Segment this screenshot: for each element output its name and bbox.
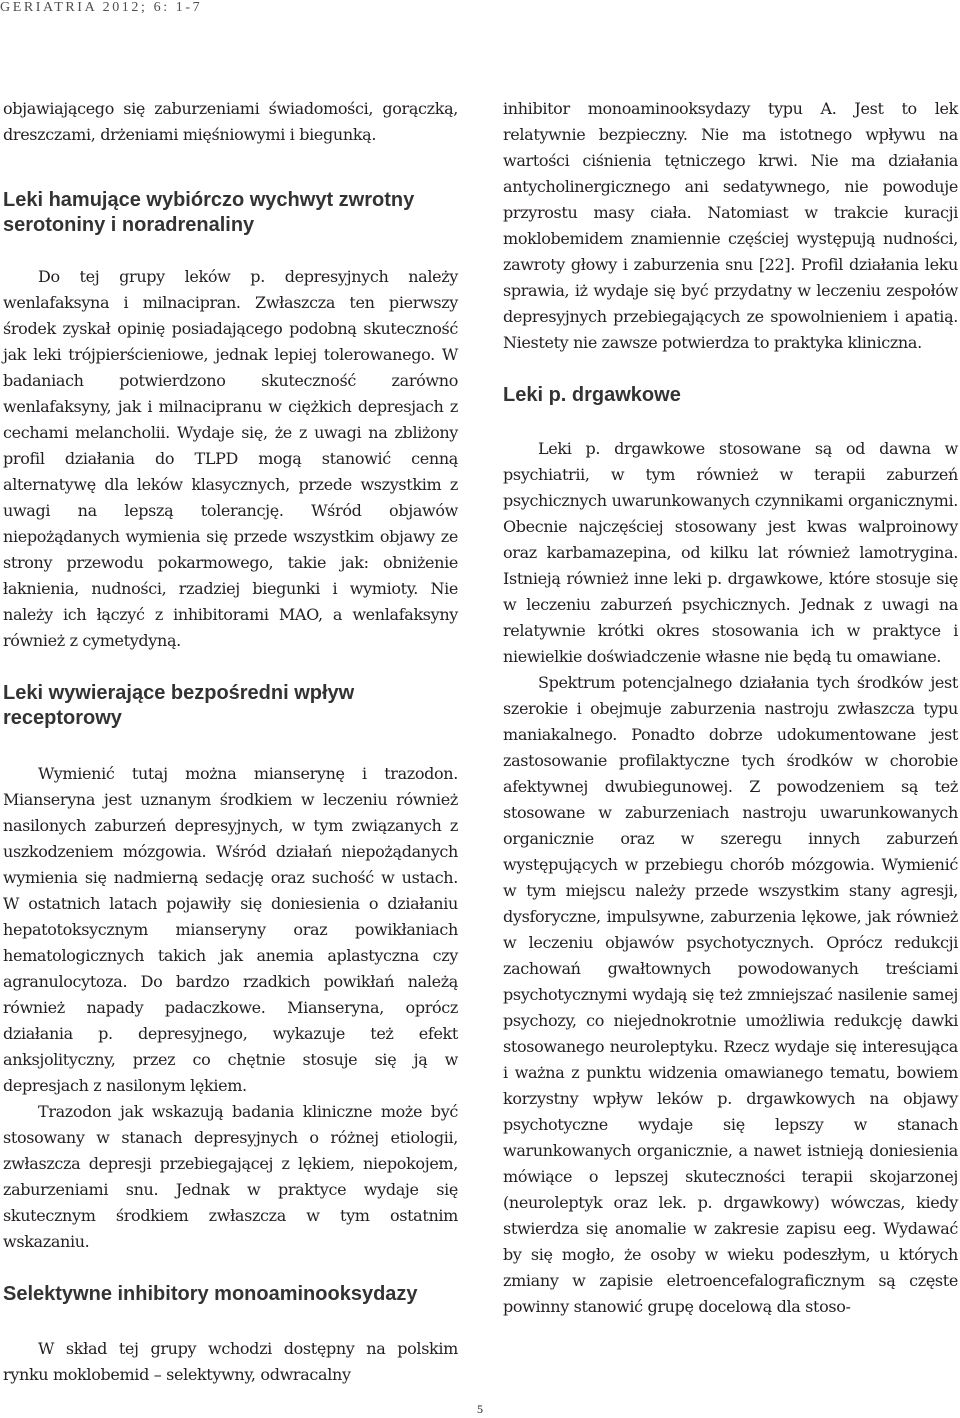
- paragraph-intro: objawiającego się zaburzeniami świadomości, gorączką, dreszczami, drżeniami mięśniowymi i biegunką.: [3, 99, 458, 144]
- paragraph-maoi-continued: inhibitor monoaminooksydazy typu A. Jest to lek relatywnie bezpieczny. Nie ma istotnego wpływu na wartości ciśnienia tętniczego krwi. Nie ma działania antycholinergicznego ani sedatywnego, nie powoduje przyrostu masy ciała. Natomiast w trakcie kuracji moklobemidem znamiennie częściej występują nudności, zawroty głowy i zaburzenia snu [22]. Profil działania leku sprawia, iż wydaje się być przydatny w leczeniu zespołów depresyjnych przebiegających ze spowolnieniem i apatią. Niestety nie zawsze potwierdza to praktyka kliniczna.: [503, 99, 958, 352]
- heading-snri: Leki hamujące wybiórczo wychwyt zwrotny serotoniny i noradrenaliny: [3, 189, 415, 236]
- running-head: GERIATRIA 2012; 6: 1-7: [0, 0, 203, 15]
- paragraph-antiepileptic-2: Spektrum potencjalnego działania tych środków jest szerokie i obejmuje zaburzenia nastroju zwłaszcza typu maniakalnego. Ponadto dobrze udokumentowane jest zastosowanie profilaktyczne tych środków w chorobie afektywnej dwubiegunowej. Z powodzeniem są też stosowane w zaburzeniach nastroju uwarunkowanych organicznie oraz w szeregu innych zaburzeń występujących w przebiegu chorób mózgowia. Wymienić w tym miejscu należy przede wszystkim stany agresji, dysforyczne, impulsywne, zaburzenia lękowe, jak również w leczeniu objawów psychotycznych. Oprócz redukcji zachowań gwałtownych powodowanych treściami psychotycznymi wydają się też zmniejszać nasilenie samej psychozy, co niejednokrotnie umożliwia redukcję dawki stosowanego neuroleptyku. Rzecz wydaje się interesująca i ważna z punktu widzenia omawianego tematu, bowiem korzystny wpływ leków p. drgawkowych na objawy psychotyczne wydaje się lepszy w stanach warunkowanych organicznie, a nawet istnieją doniesienia mówiące o lepszej skuteczności terapii skojarzonej (neuroleptyk oraz lek. p. drgawkowy) wówczas, kiedy stwierdza się anomalie w zakresie zapisu eeg. Wydawać by się mogło, że osoby w wieku podeszłym, u których zmiany w zapisie eletroencefalograficznym są częste powinny stanowić grupę docelową dla stoso-: [503, 673, 958, 1316]
- right-column: [503, 96, 958, 1320]
- paragraph-snri: Do tej grupy leków p. depresyjnych należy wenlafaksyna i milnacipran. Zwłaszcza ten pierwszy środek zyskał opinię posiadającego podobną skuteczność jak leki trójpierścieniowe, jednak lepiej tolerowanego. W badaniach potwierdzono skuteczność zarówno wenlafaksyny, jak i milnacipranu w ciężkich depresjach z cechami melancholii. Wydaje się, że z uwagi na zbliżony profil działania do TLPD mogą stanowić cenną alternatywę dla leków klasycznych, przede wszystkim z uwagi na lepszą tolerancję. Wśród objawów niepożądanych wymienia się przede wszystkim objawy ze strony przewodu pokarmowego, takie jak: obniżenie łaknienia, nudności, rzadziej biegunki i wymioty. Nie należy ich łączyć z inhibitorami MAO, a wenlafaksyny również z cymetydyną.: [3, 267, 458, 650]
- paragraph-mianserin: Wymienić tutaj można mianserynę i trazodon. Mianseryna jest uznanym środkiem w leczeniu również nasilonych zaburzeń depresyjnych, w tym związanych z uszkodzeniem mózgowia. Wśród działań niepożądanych wymienia się nadmierną sedację oraz suchość w ustach. W ostatnich latach pojawiły się doniesienia o działaniu hepatotoksycznym mianseryny oraz powikłaniach hematologicznych takich jak anemia aplastyczna czy agranulocytoza. Do bardzo rzadkich powikłań należą również napady padaczkowe. Mianseryna, oprócz działania p. depresyjnego, wykazuje też efekt anksjolityczny, przez co chętnie stosuje się ją w depresjach z nasilonym lękiem.: [3, 764, 458, 1095]
- heading-maoi: Selektywne inhibitory monoaminooksydazy: [3, 1283, 418, 1305]
- heading-antiepileptic: Leki p. drgawkowe: [503, 384, 681, 406]
- paragraph-trazodon: Trazodon jak wskazują badania kliniczne może być stosowany w stanach depresyjnych o różnej etiologii, zwłaszcza depresji przebiegającej z lękiem, niepokojem, zaburzeniami snu. Jednak w praktyce wydaje się skutecznym środkiem zwłaszcza w tym ostatnim wskazaniu.: [3, 1102, 458, 1251]
- paragraph-maoi: W skład tej grupy wchodzi dostępny na polskim rynku moklobemid – selektywny, odwracalny: [3, 1339, 458, 1384]
- page-number: 5: [477, 1402, 483, 1416]
- heading-receptor: Leki wywierające bezpośredni wpływ receptorowy: [3, 682, 355, 729]
- left-column: [3, 96, 458, 1388]
- paragraph-antiepileptic-1: Leki p. drgawkowe stosowane są od dawna w psychiatrii, w tym również w terapii zaburzeń psychicznych uwarunkowanych czynnikami organicznymi. Obecnie najczęściej stosowany jest kwas walproinowy oraz karbamazepina, od kilku lat również lamotrygina. Istnieją również inne leki p. drgawkowe, które stosuje się w leczeniu zaburzeń psychicznych. Jednak z uwagi na relatywnie krótki okres stosowania ich w praktyce i niewielkie doświadczenie własne nie będą tu omawiane.: [503, 439, 958, 666]
